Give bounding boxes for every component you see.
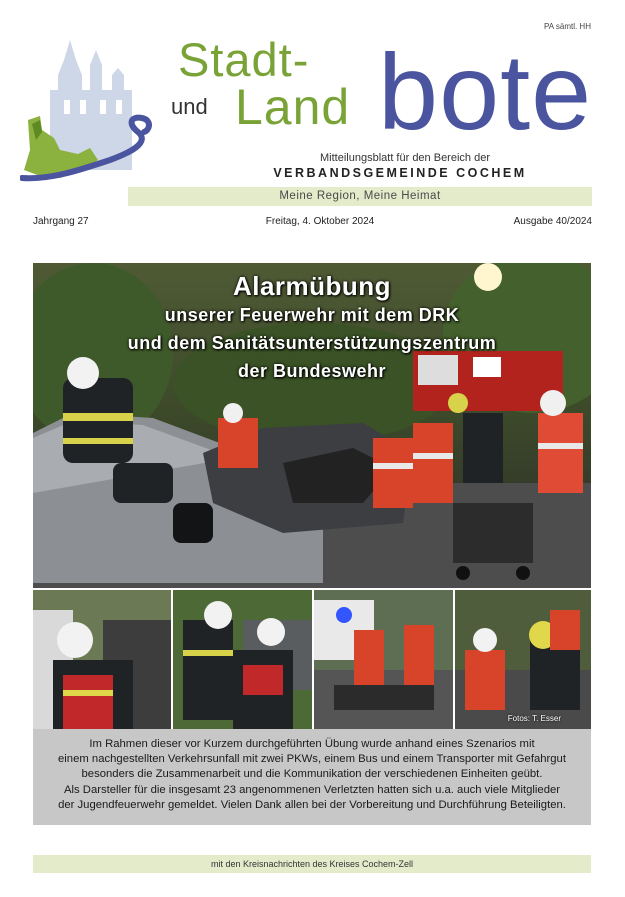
photo-thumb-1: [33, 590, 171, 729]
photo-caption: [33, 729, 591, 825]
title-bote: bote: [378, 31, 593, 152]
main-photo: [33, 263, 591, 588]
pa-note: PA sämtl. HH: [544, 22, 591, 31]
headline-line-4: der Bundeswehr: [237, 361, 387, 381]
photo-thumb-3: [314, 590, 453, 729]
caption-line: Als Darsteller für die insgesamt 23 angenommenen Verletzten hatten sich u.a. auch viele Mitglieder: [63, 783, 561, 796]
headline-line-3: und dem Sanitätsunterstützungszentrum: [127, 333, 497, 353]
subtitle-line-2: VERBANDSGEMEINDE COCHEM: [273, 166, 527, 180]
issue-volume: Jahrgang 27: [33, 216, 89, 227]
title-land: Land: [235, 79, 351, 135]
caption-line: besonders die Zusammenarbeit und die Kommunikation der verschiedenen Einheiten geübt.: [81, 768, 543, 781]
caption-line: einem nachgestellten Verkehrsunfall mit zwei PKWs, einem Bus und einem Transporter mit Gefahrgut: [58, 753, 566, 766]
headline-main: Alarmübung: [232, 271, 392, 301]
photo-credit: Fotos: T. Esser: [507, 714, 561, 723]
subtitle-line-1: Mitteilungsblatt für den Bereich der: [320, 152, 490, 164]
headline-line-2: unserer Feuerwehr mit dem DRK: [164, 305, 460, 325]
caption-line: der Jugendfeuerwehr gemeldet. Vielen Dank allen bei der Vorbereitung und Durchführung Beteiligten.: [58, 798, 566, 811]
issue-edition: Ausgabe 40/2024: [513, 216, 592, 227]
town-logo: [20, 20, 160, 185]
footer-note-bar: mit den Kreisnachrichten des Kreises Cochem-Zell: [33, 855, 591, 873]
region-slogan-bar: Meine Region, Meine Heimat: [128, 187, 592, 206]
title-und: und: [171, 94, 208, 119]
castle-logo-icon: [20, 20, 160, 185]
issue-date: Freitag, 4. Oktober 2024: [265, 216, 375, 227]
photo-thumb-4: [455, 590, 591, 729]
caption-line: Im Rahmen dieser vor Kurzem durchgeführten Übung wurde anhand eines Szenarios mit: [89, 738, 535, 750]
photo-thumb-2: [173, 590, 312, 729]
title-stadt: Stadt-: [178, 33, 310, 86]
